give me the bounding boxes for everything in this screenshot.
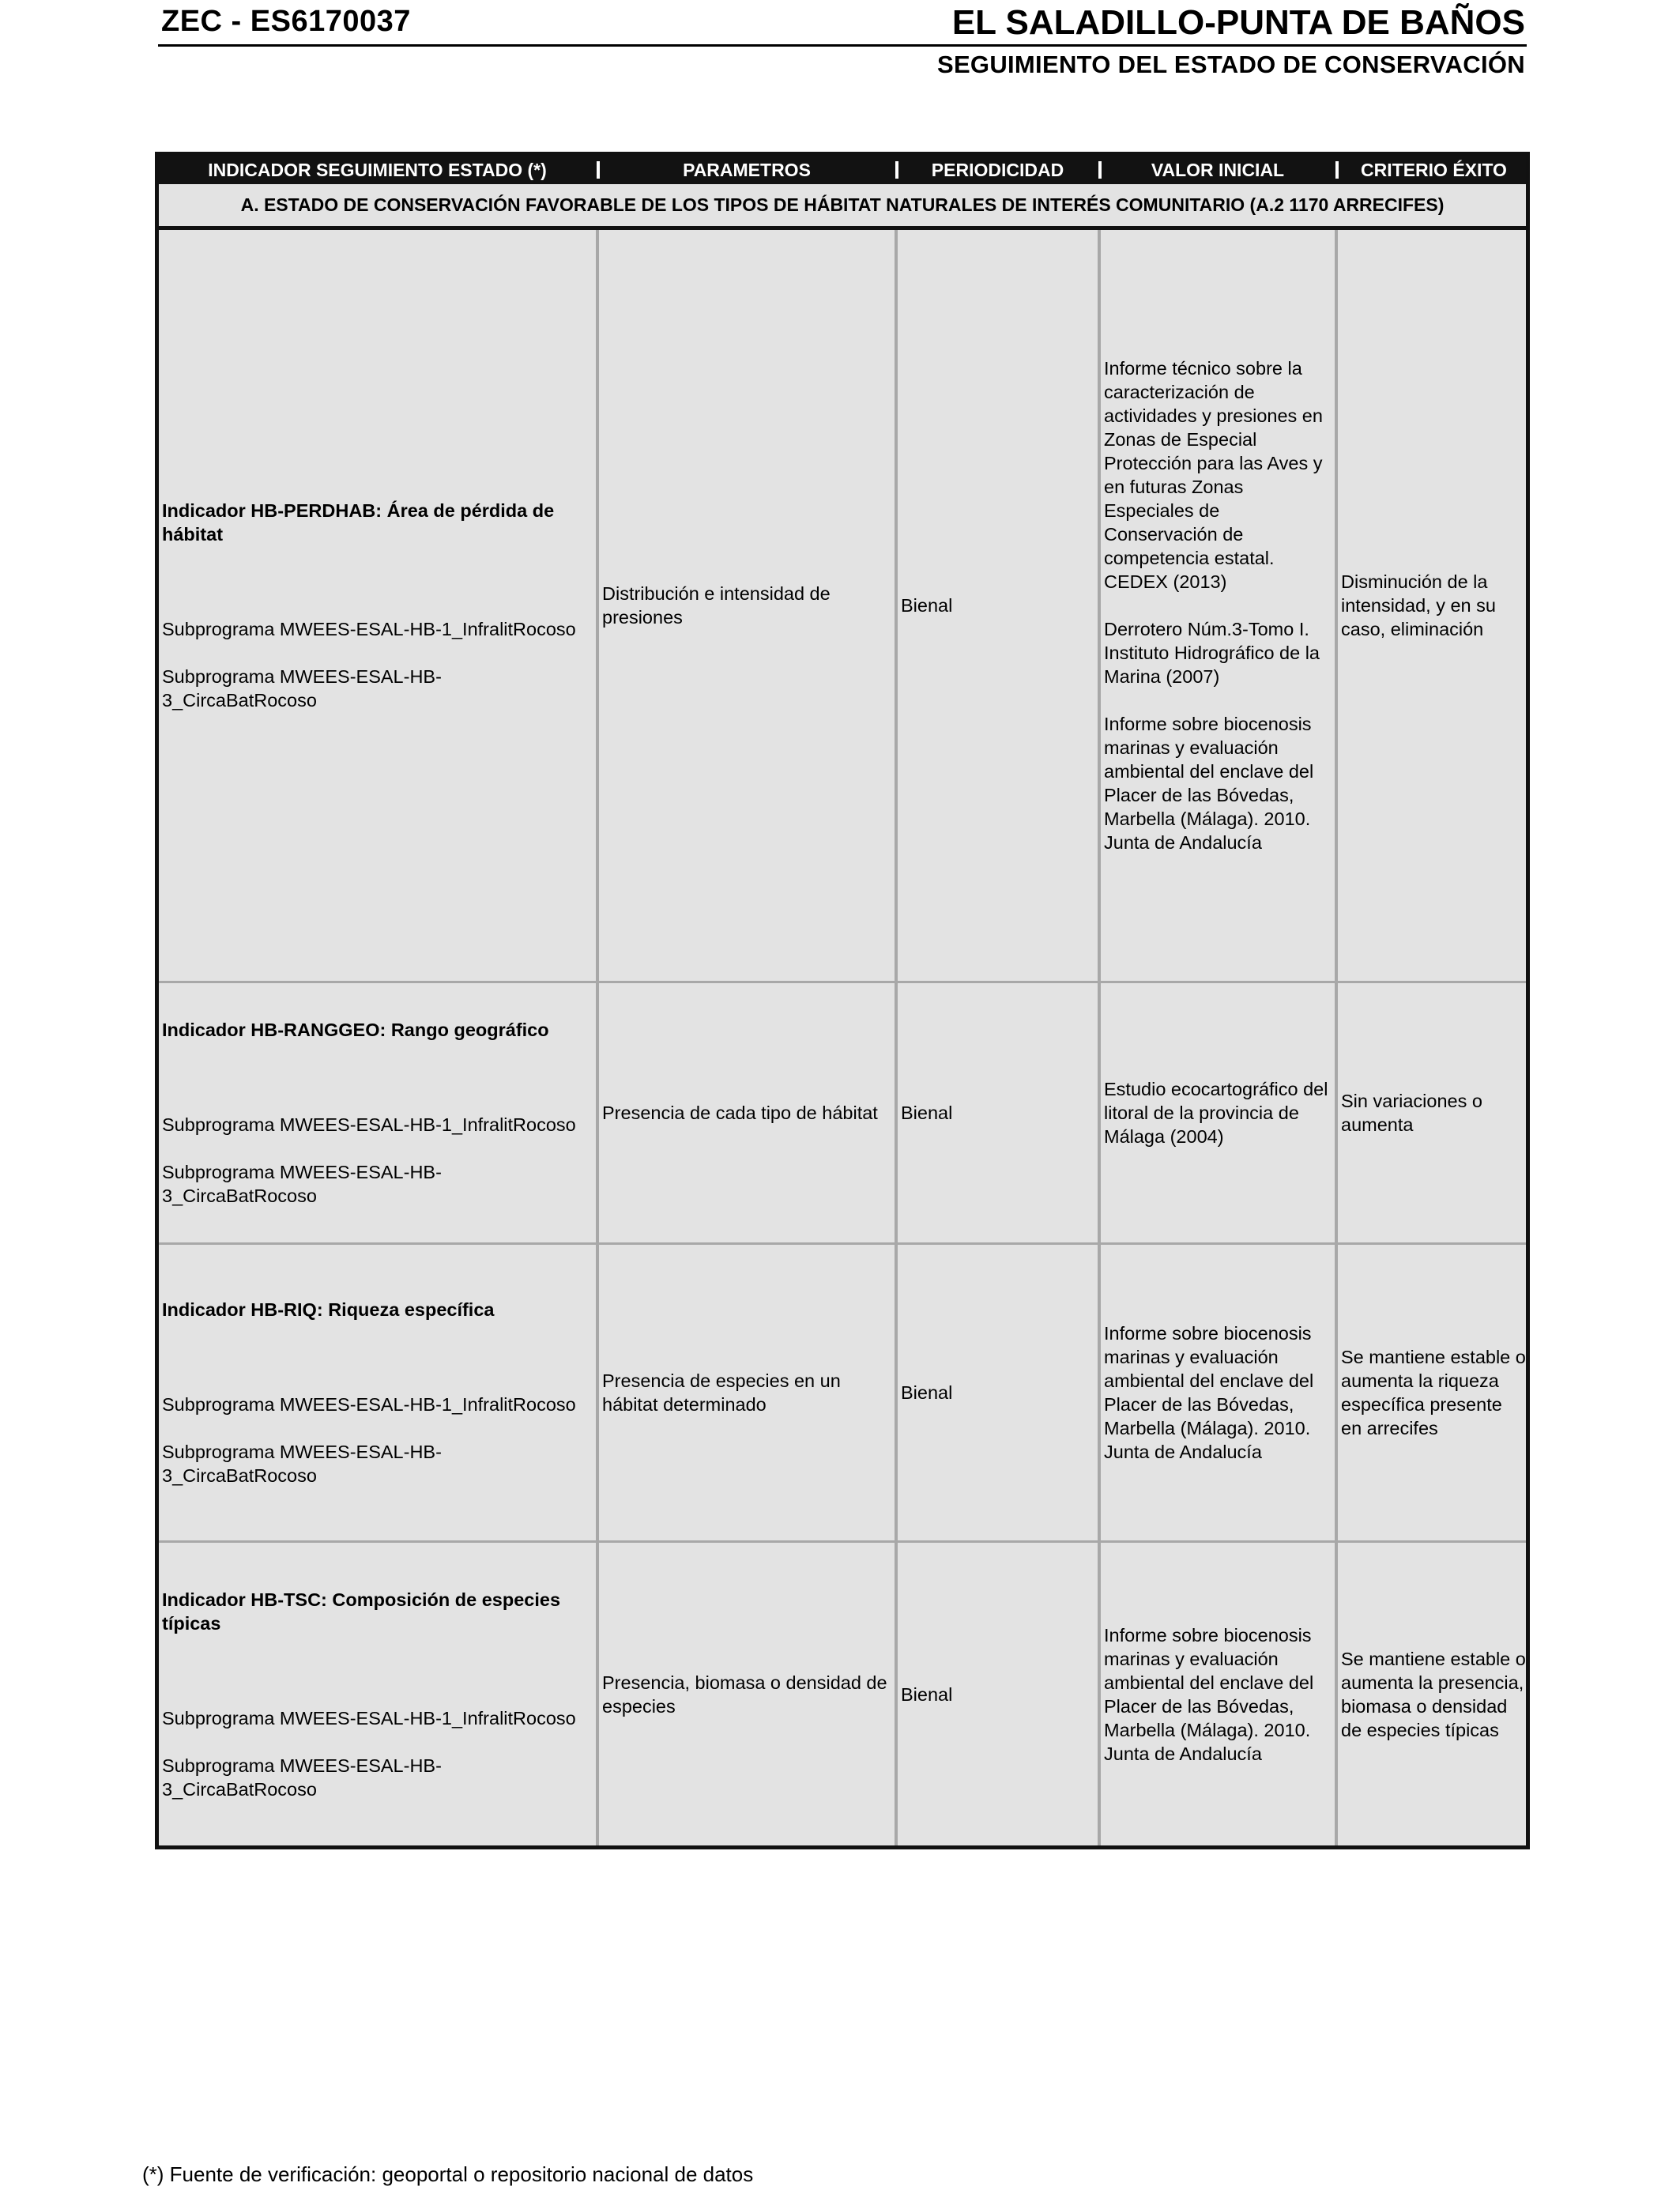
parameters-cell: Presencia, biomasa o densidad de especies bbox=[602, 1672, 887, 1717]
parameters-cell: Distribución e intensidad de presiones bbox=[602, 583, 831, 628]
initial-value-cell: Informe sobre biocenosis marinas y evaluación ambiental del enclave del Placer de las Bóvedas, Marbella (Málaga). 2010. Junta de Andalucía bbox=[1104, 1624, 1314, 1764]
initial-value-cell: Estudio ecocartográfico del litoral de la provincia de Málaga (2004) bbox=[1104, 1079, 1328, 1147]
header-divider bbox=[158, 44, 1527, 47]
periodicity-cell: Bienal bbox=[901, 1382, 953, 1403]
column-header-periodicity: PERIODICIDAD bbox=[931, 160, 1064, 180]
initial-value-cell: Informe sobre biocenosis marinas y evaluación ambiental del enclave del Placer de las Bóvedas, Marbella (Málaga). 2010. Junta de Andalucía bbox=[1104, 1323, 1314, 1462]
periodicity-cell: Bienal bbox=[901, 595, 953, 616]
initial-value-cell: Informe técnico sobre la caracterización de actividades y presiones en Zonas de Especial Protección para las Aves y en futuras Zonas Especiales de Conservación de competencia estatal. CEDEX (2013) Derrotero Núm.3-Tomo I. Instituto Hidrográfico de la Marina (2007) Informe sobre biocenosis marinas y evaluación ambiental del enclave del Placer de las Bóvedas, Marbella (Málaga). 2010. Junta de Andalucía bbox=[1104, 358, 1323, 853]
column-header-indicator: INDICADOR SEGUIMIENTO ESTADO (*) bbox=[208, 160, 547, 180]
table-row bbox=[159, 230, 1526, 983]
indicator-cell bbox=[159, 1245, 596, 1540]
monitoring-table bbox=[155, 152, 1530, 1849]
indicator-cell bbox=[159, 230, 596, 981]
column-header-initial-value: VALOR INICIAL bbox=[1151, 160, 1285, 180]
table-row bbox=[159, 983, 1526, 1245]
table-row bbox=[159, 1543, 1526, 1845]
column-header-parameters: PARAMETROS bbox=[683, 160, 811, 180]
column-header-success-criterion: CRITERIO ÉXITO bbox=[1361, 160, 1507, 180]
section-title: A. ESTADO DE CONSERVACIÓN FAVORABLE DE LOS TIPOS DE HÁBITAT NATURALES DE INTERÉS COMUNITARIO (A.2 1170 ARRECIFES) bbox=[159, 184, 1526, 230]
success-criterion-cell: Se mantiene estable o aumenta la riqueza específica presente en arrecifes bbox=[1341, 1347, 1526, 1438]
indicator-cell bbox=[159, 983, 596, 1242]
success-criterion-cell: Se mantiene estable o aumenta la presencia, biomasa o densidad de especies típicas bbox=[1341, 1648, 1526, 1740]
parameters-cell: Presencia de cada tipo de hábitat bbox=[602, 1103, 878, 1123]
indicator-cell bbox=[159, 1543, 596, 1845]
indicator-title: Indicador HB-PERDHAB: Área de pérdida de hábitat bbox=[162, 500, 555, 545]
column-header-bar bbox=[159, 156, 1526, 184]
success-criterion-cell: Sin variaciones o aumenta bbox=[1341, 1091, 1482, 1135]
table-row bbox=[159, 1245, 1526, 1543]
header-subtitle: SEGUIMIENTO DEL ESTADO DE CONSERVACIÓN bbox=[936, 51, 1525, 78]
indicator-title: Indicador HB-RIQ: Riqueza específica bbox=[162, 1299, 495, 1320]
periodicity-cell: Bienal bbox=[901, 1103, 953, 1123]
success-criterion-cell: Disminución de la intensidad, y en su caso, eliminación bbox=[1341, 571, 1496, 639]
indicator-subprograms: Subprograma MWEES-ESAL-HB-1_InfralitRocoso Subprograma MWEES-ESAL-HB-3_CircaBatRocoso bbox=[162, 1114, 576, 1206]
footer-note: (*) Fuente de verificación: geoportal o repositorio nacional de datos bbox=[142, 2162, 754, 2186]
parameters-cell: Presencia de especies en un hábitat determinado bbox=[602, 1370, 841, 1415]
indicator-title: Indicador HB-RANGGEO: Rango geográfico bbox=[162, 1020, 549, 1040]
indicator-title: Indicador HB-TSC: Composición de especies típicas bbox=[162, 1589, 561, 1634]
indicator-subprograms: Subprograma MWEES-ESAL-HB-1_InfralitRocoso Subprograma MWEES-ESAL-HB-3_CircaBatRocoso bbox=[162, 1394, 576, 1486]
header-code: ZEC - ES6170037 bbox=[161, 5, 411, 38]
header-site-name: EL SALADILLO-PUNTA DE BAÑOS bbox=[951, 3, 1525, 42]
periodicity-cell: Bienal bbox=[901, 1683, 953, 1705]
indicator-subprograms: Subprograma MWEES-ESAL-HB-1_InfralitRocoso Subprograma MWEES-ESAL-HB-3_CircaBatRocoso bbox=[162, 1707, 576, 1800]
indicator-subprograms: Subprograma MWEES-ESAL-HB-1_InfralitRocoso Subprograma MWEES-ESAL-HB-3_CircaBatRocoso bbox=[162, 619, 576, 711]
